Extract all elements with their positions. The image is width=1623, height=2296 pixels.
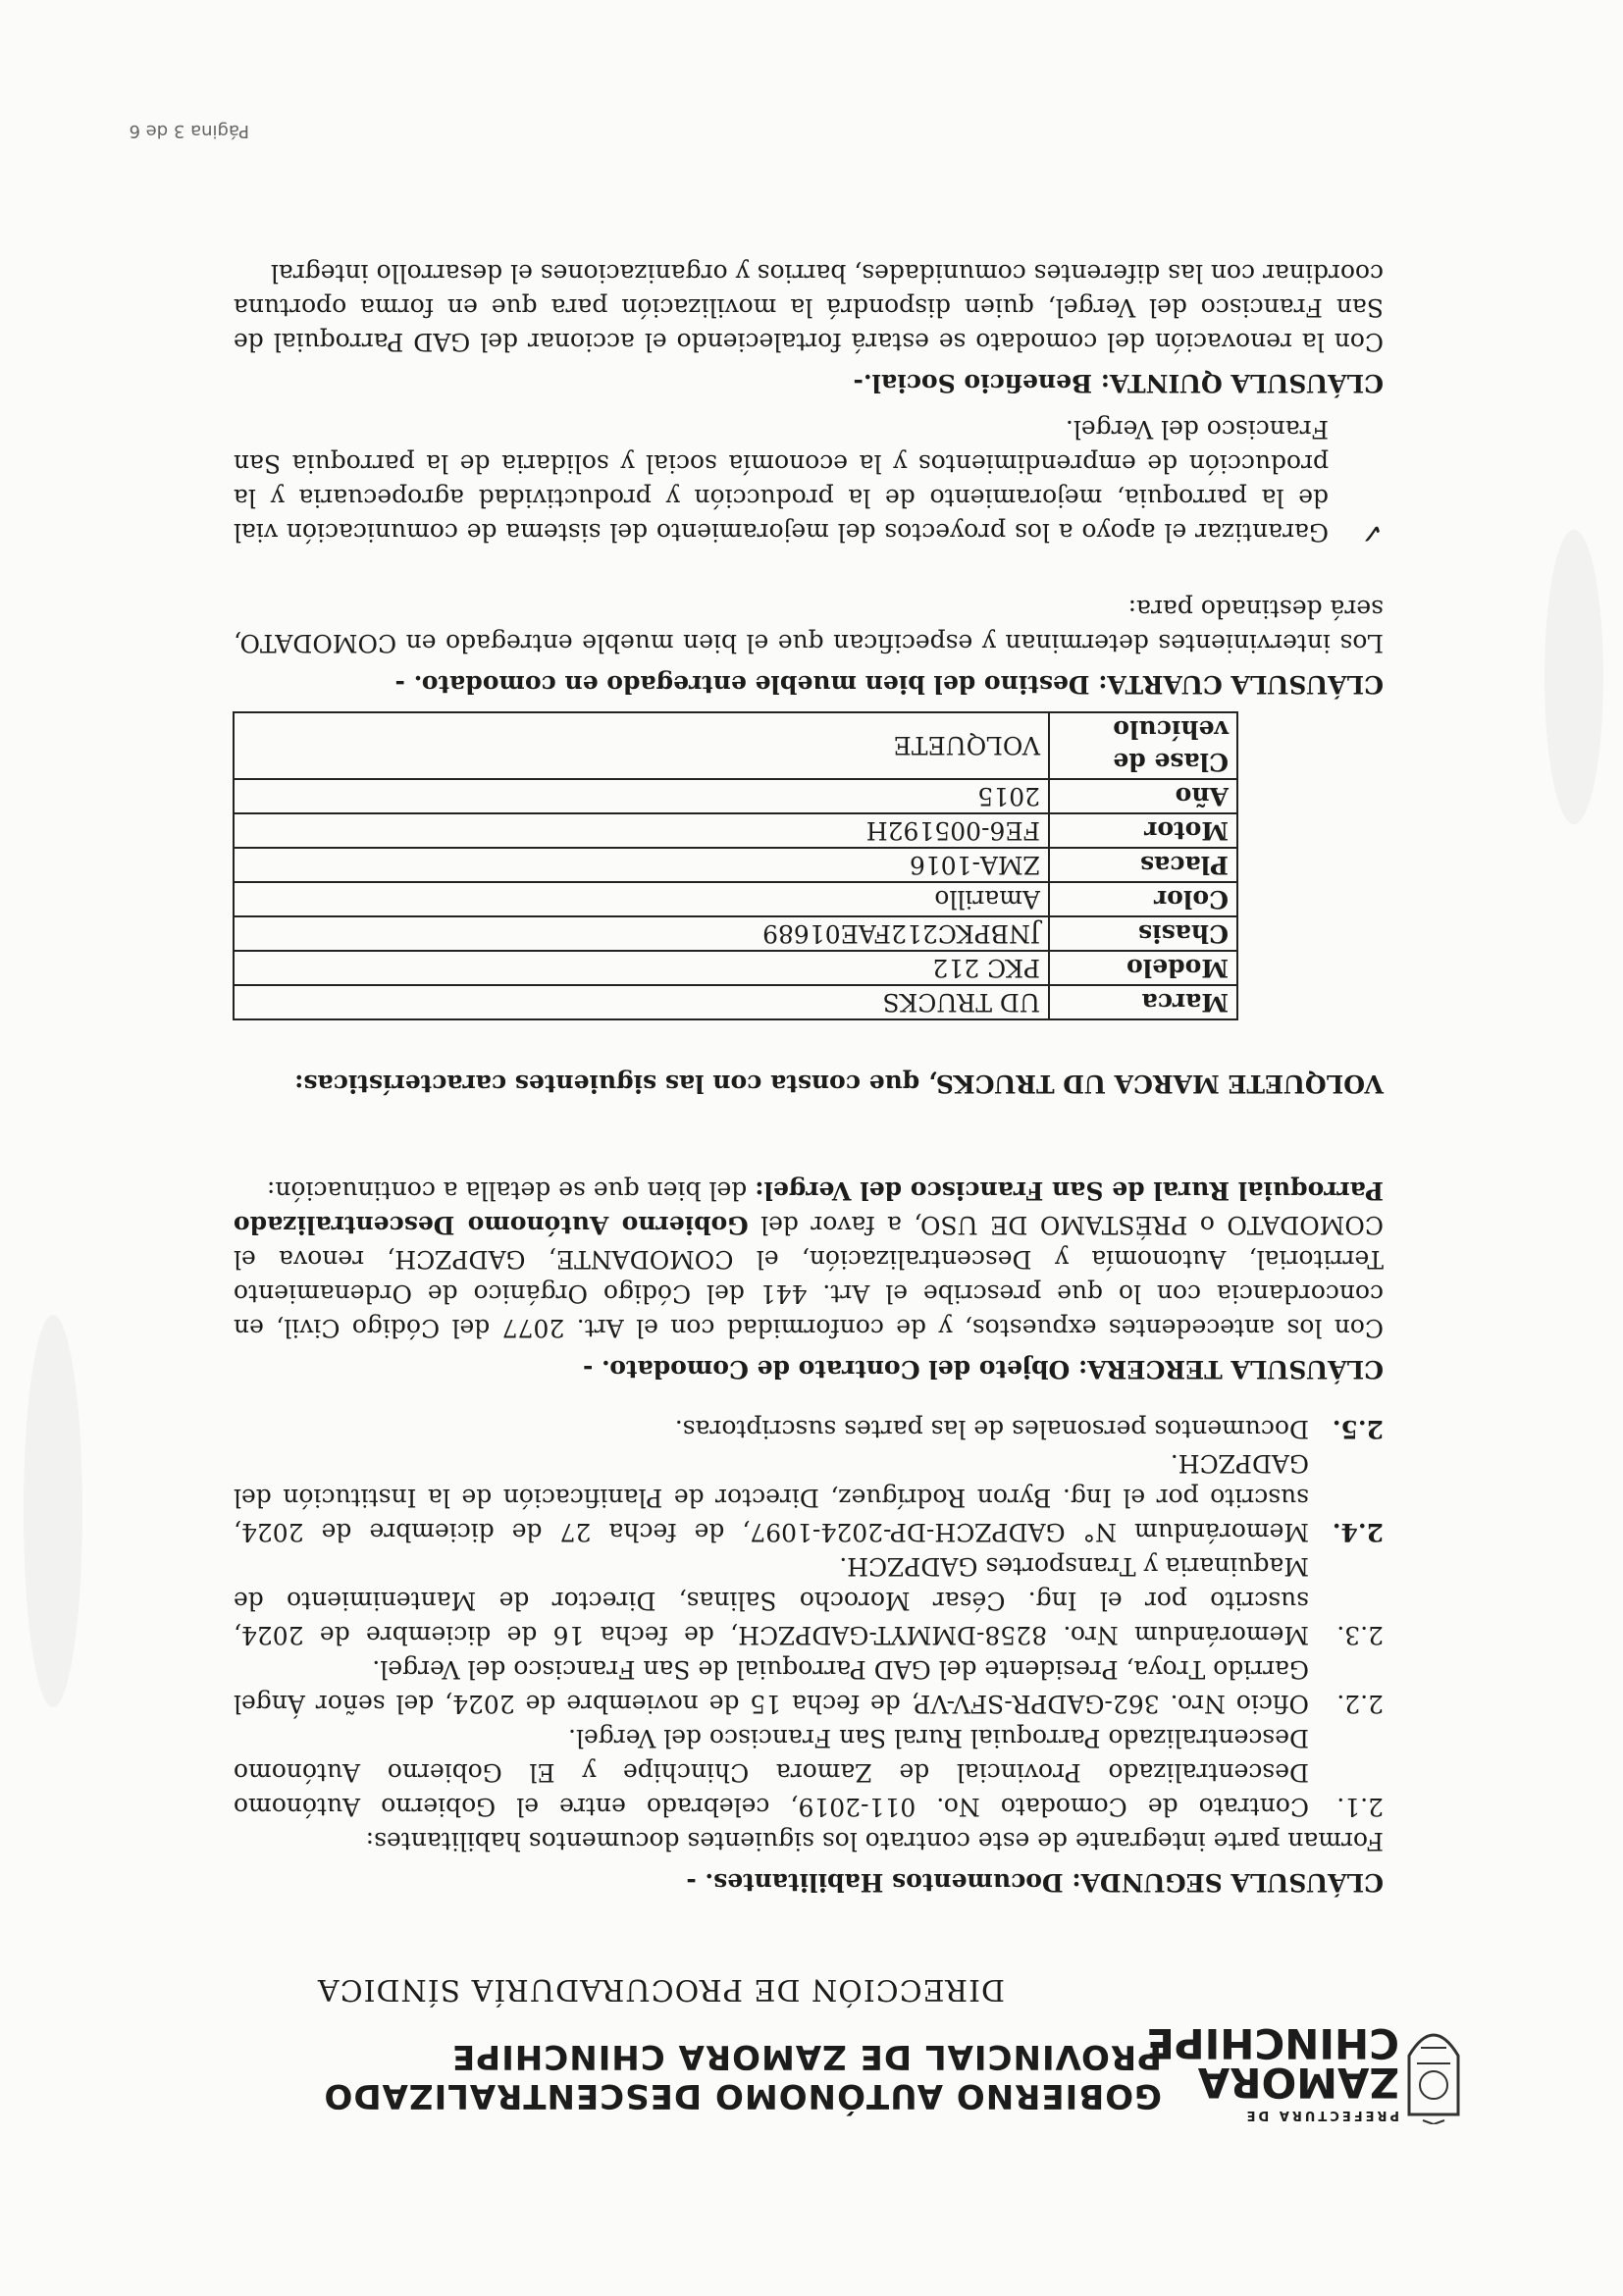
logo-prefix: PREFECTURA DE (1243, 2108, 1399, 2122)
item-number: 2.5. (1332, 1415, 1384, 1443)
row-value: 2015 (234, 779, 1049, 813)
row-value: FE6-005192H (234, 813, 1049, 848)
list-item (234, 1446, 1384, 1549)
clausula-segunda-intro: Forman parte integrante de este contrato los siguientes documentos habilitantes: (365, 1827, 1384, 1855)
department-name: DIRECCIÓN DE PROCURADURÍA SÍNDICA (316, 1972, 1005, 2007)
item-number: 2.2. (1336, 1690, 1384, 1718)
row-label: Motor (1049, 813, 1237, 848)
institution-line-2: PROVINCIAL DE ZAMORA CHINCHIPE (451, 2037, 1162, 2076)
row-value: PKC 212 (234, 951, 1049, 985)
table-row (234, 848, 1237, 882)
clausula-quinta-paragraph: Con la renovación del comodato se estará fortaleciendo el accionar del GAD Parroquial de San Francisco del Vergel, quien dispondrá la movilización para que en forma oportuna coordinar con las diferentes comunidades, barrios y organizaciones el desarrollo integral (234, 259, 1384, 356)
row-label: Modelo (1049, 951, 1237, 985)
table-row (234, 882, 1237, 916)
scan-artifact (24, 1315, 82, 1707)
table-row (234, 813, 1237, 848)
clausula-segunda-title: CLÁUSULA SEGUNDA: Documentos Habilitantes. - (686, 1868, 1384, 1897)
row-label: Placas (1049, 848, 1237, 882)
beneficiary-name: Gobierno Autónomo Descentralizado Parroquial Rural de San Francisco del Vergel: (233, 1176, 1384, 1239)
logo-line-1: ZAMORA (1197, 2059, 1399, 2107)
clausula-quinta-title: CLÁUSULA QUINTA: Beneficio Social.- (853, 369, 1384, 397)
paragraph-text: del bien que se detalla a continuación: (266, 1176, 756, 1205)
item-number: 2.4. (1332, 1518, 1384, 1546)
table-row (234, 779, 1237, 813)
paragraph-text: Con los antecedentes expuestos, y de conformidad con el Art. 2077 del Código Civil, en concordancia con lo que prescribe el Art. 441 del Código Orgánico de Ordenamiento Territorial, Autonomía y Descentralización, el COMODANTE, GADPZCH, renova el COMODATO o PRÉSTAMO DE USO, a favor del (234, 1211, 1384, 1342)
row-value: UD TRUCKS (234, 985, 1049, 1019)
item-number: 2.3. (1336, 1621, 1384, 1649)
item-text: Oficio Nro. 362-GADPR-SFV-VP, de fecha 15 de noviembre de 2024, del señor Ángel Garrido Troya, Presidente del GAD Parroquial de San Francisco del Vergel. (234, 1655, 1309, 1718)
item-text: Memorándum Nro. 8258-DMMYT-GADPZCH, de fecha 16 de diciembre de 2024, suscrito por el Ing. César Morocho Salinas, Director de Mantenimiento de Maquinaria y Transportes GADPZCH. (234, 1552, 1309, 1649)
clausula-cuarta-bullet: Garantizar el apoyo a los proyectos del mejoramiento del sistema de comunicación vial de la parroquia, mejoramiento de la producción y productividad agropecuaria y la producción de emprendimientos y la economía social y solidaria de la parroquia San Francisco del Vergel. (234, 415, 1329, 547)
list-item (234, 1412, 1384, 1446)
prefecture-logo (1146, 1997, 1464, 2124)
list-item (234, 1652, 1384, 1721)
item-text: Memorándum N° GADPZCH-DP-2024-1097, de fecha 27 de diciembre de 2024, suscrito por el Ing. Byron Rodríguez, Director de Planificación de la Institución del GADPZCH. (234, 1449, 1309, 1546)
row-label: Año (1049, 779, 1237, 813)
institution-name (323, 2037, 1162, 2115)
clausula-tercera-title: CLÁUSULA TERCERA: Objeto del Contrato de Comodato. - (582, 1355, 1384, 1383)
row-label: Chasis (1049, 916, 1237, 951)
clausula-cuarta-title: CLÁUSULA CUARTA: Destino del bien mueble entregado en comodato. - (394, 670, 1384, 699)
row-value: JNBPKC212FAE01689 (234, 916, 1049, 951)
table-row (234, 916, 1237, 951)
row-value: ZMA-1016 (234, 848, 1049, 882)
clausula-tercera-paragraph (234, 1174, 1384, 1345)
row-label: Color (1049, 882, 1237, 916)
item-number: 2.1. (1336, 1793, 1384, 1821)
row-value: VOLQUETE (234, 712, 1049, 779)
row-label: Clase de vehículo (1049, 712, 1237, 779)
check-icon: ✓ (1360, 517, 1384, 549)
institution-line-1: GOBIERNO AUTÓNOMO DESCENTRALIZADO (323, 2076, 1162, 2115)
clausula-cuarta-paragraph: Los intervinientes determinan y especifican que el bien mueble entregado en COMODATO, será destinado para: (234, 595, 1384, 657)
list-item (234, 1549, 1384, 1652)
item-text: Contrato de Comodato No. 011-2019, celebrado entre el Gobierno Autónomo Descentralizado Provincial de Zamora Chinchipe y El Gobierno Autónomo Descentralizado Parroquial Rural San Francisco del Vergel. (234, 1724, 1309, 1821)
scan-artifact (1544, 530, 1603, 824)
vehicle-heading: VOLQUETE MARCA UD TRUCKS, que consta con las siguientes características: (294, 1070, 1384, 1098)
logo-line-2: CHINCHIPE (1146, 2019, 1399, 2067)
table-row (234, 985, 1237, 1019)
row-label: Marca (1049, 985, 1237, 1019)
page-number: Página 3 de 6 (129, 121, 249, 141)
list-item (234, 1721, 1384, 1824)
row-value: Amarillo (234, 882, 1049, 916)
item-text: Documentos personales de las partes suscriptoras. (674, 1415, 1309, 1443)
table-row (234, 712, 1237, 779)
table-row (234, 951, 1237, 985)
coat-of-arms-icon (1403, 2009, 1464, 2124)
vehicle-table (233, 711, 1238, 1020)
